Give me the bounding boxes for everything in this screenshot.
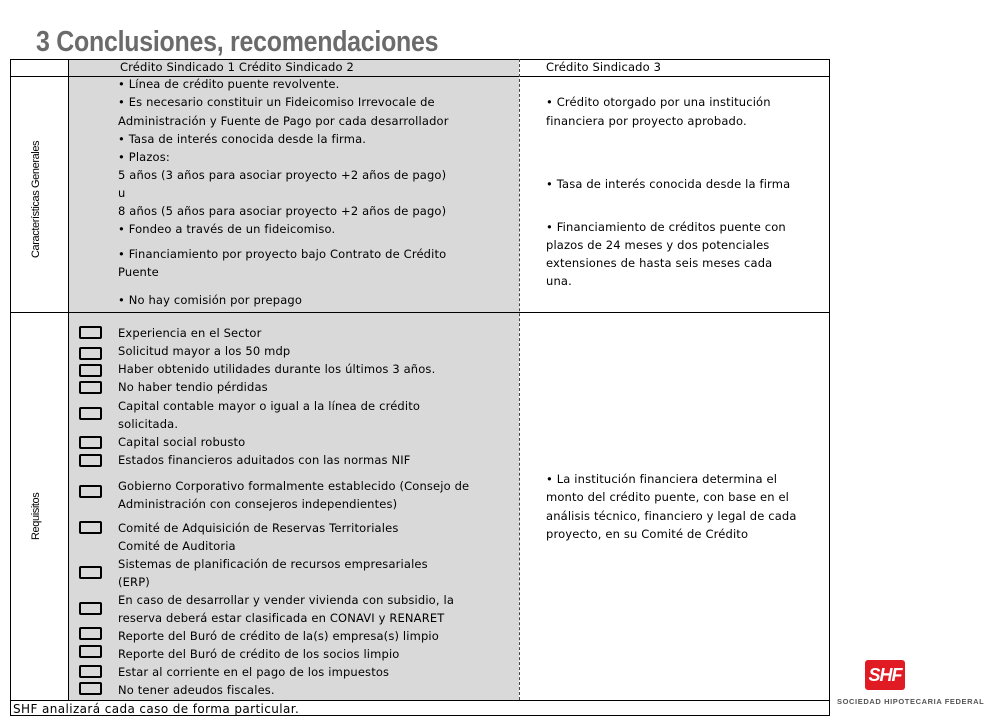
checkbox[interactable] bbox=[79, 326, 102, 339]
list-item: una. bbox=[546, 274, 572, 288]
list-item: Puente bbox=[118, 265, 159, 279]
list-item: Estar al corriente en el pago de los impuestos bbox=[118, 665, 390, 679]
list-item: • La institución financiera determina el bbox=[546, 472, 778, 486]
checkbox[interactable] bbox=[79, 665, 102, 678]
label-column-divider bbox=[68, 59, 69, 700]
checkbox[interactable] bbox=[79, 682, 102, 695]
checkbox[interactable] bbox=[79, 407, 102, 420]
column-divider bbox=[519, 59, 520, 700]
list-item: u bbox=[118, 186, 126, 200]
list-item: • No hay comisión por prepago bbox=[118, 293, 303, 307]
checkbox[interactable] bbox=[79, 381, 102, 394]
list-item: plazos de 24 meses y dos potenciales bbox=[546, 238, 770, 252]
list-item: Comité de Adquisición de Reservas Territoriales bbox=[118, 521, 399, 535]
list-item: monto del crédito puente, con base en el bbox=[546, 490, 790, 504]
list-item: solicitada. bbox=[118, 417, 179, 431]
list-item: En caso de desarrollar y vender vivienda con subsidio, la bbox=[118, 593, 455, 607]
list-item: Administración y Fuente de Pago por cada desarrollador bbox=[118, 114, 449, 128]
list-item: Comité de Auditoria bbox=[118, 539, 236, 553]
list-item: extensiones de hasta seis meses cada bbox=[546, 256, 773, 270]
row-label-caracteristicas: Características Generales bbox=[30, 140, 42, 258]
list-item: Gobierno Corporativo formalmente establecido (Consejo de bbox=[118, 479, 470, 493]
list-item: • Financiamiento de créditos puente con bbox=[546, 220, 786, 234]
list-item: No haber tendio pérdidas bbox=[118, 380, 268, 394]
list-item: Experiencia en el Sector bbox=[118, 326, 262, 340]
list-item: (ERP) bbox=[118, 575, 150, 589]
list-item: No tener adeudos fiscales. bbox=[118, 683, 275, 697]
list-item: 5 años (3 años para asociar proyecto +2 años de pago) bbox=[118, 168, 447, 182]
list-item: • Plazos: bbox=[118, 150, 170, 164]
list-item: Reporte del Buró de crédito de la(s) empresa(s) limpio bbox=[118, 629, 439, 643]
footer-note: SHF analizará cada caso de forma particular. bbox=[13, 702, 300, 716]
list-item: Reporte del Buró de crédito de los socios limpio bbox=[118, 647, 400, 661]
checkbox[interactable] bbox=[79, 454, 102, 467]
list-item: • Crédito otorgado por una institución bbox=[546, 95, 771, 109]
list-item: Solicitud mayor a los 50 mdp bbox=[118, 344, 291, 358]
list-item: proyecto, en su Comité de Crédito bbox=[546, 527, 749, 541]
checkbox[interactable] bbox=[79, 645, 102, 658]
list-item: análisis técnico, financiero y legal de cada bbox=[546, 509, 797, 523]
list-item: financiera por proyecto aprobado. bbox=[546, 114, 747, 128]
list-item: • Línea de crédito puente revolvente. bbox=[118, 77, 340, 91]
list-item: Estados financieros aduitados con las normas NIF bbox=[118, 453, 411, 467]
list-item: Capital contable mayor o igual a la línea de crédito bbox=[118, 399, 421, 413]
list-item: • Tasa de interés conocida desde la firma. bbox=[118, 132, 367, 146]
list-item: • Es necesario constituir un Fideicomiso Irrevocale de bbox=[118, 95, 435, 109]
checkbox[interactable] bbox=[79, 364, 102, 377]
list-item: • Tasa de interés conocida desde la firma bbox=[546, 177, 791, 191]
page-title: 3 Conclusiones, recomendaciones bbox=[36, 26, 439, 58]
list-item: Administración con consejeros independientes) bbox=[118, 497, 398, 511]
checkbox[interactable] bbox=[79, 485, 102, 498]
checkbox[interactable] bbox=[79, 602, 102, 615]
list-item: reserva deberá estar clasificada en CONAVI y RENARET bbox=[118, 611, 445, 625]
checkbox[interactable] bbox=[79, 436, 102, 449]
shf-logo: SHF bbox=[865, 660, 905, 690]
list-item: • Financiamiento por proyecto bajo Contrato de Crédito bbox=[118, 247, 447, 261]
footer-divider bbox=[10, 700, 830, 701]
checkbox[interactable] bbox=[79, 347, 102, 360]
list-item: Haber obtenido utilidades durante los últimos 3 años. bbox=[118, 362, 436, 376]
header-col1: Crédito Sindicado 1 Crédito Sindicado 2 bbox=[120, 60, 354, 74]
checkbox[interactable] bbox=[79, 521, 102, 534]
checkbox[interactable] bbox=[79, 566, 102, 579]
list-item: Sistemas de planificación de recursos empresariales bbox=[118, 557, 428, 571]
list-item: Capital social robusto bbox=[118, 435, 246, 449]
row-label-requisitos: Requisitos bbox=[30, 492, 42, 540]
logo-text: SOCIEDAD HIPOTECARIA FEDERAL bbox=[837, 697, 984, 706]
checkbox[interactable] bbox=[79, 627, 102, 640]
list-item: 8 años (5 años para asociar proyecto +2 años de pago) bbox=[118, 204, 447, 218]
row-divider bbox=[10, 312, 830, 313]
header-col2: Crédito Sindicado 3 bbox=[546, 60, 662, 74]
list-item: • Fondeo a través de un fideicomiso. bbox=[118, 222, 336, 236]
